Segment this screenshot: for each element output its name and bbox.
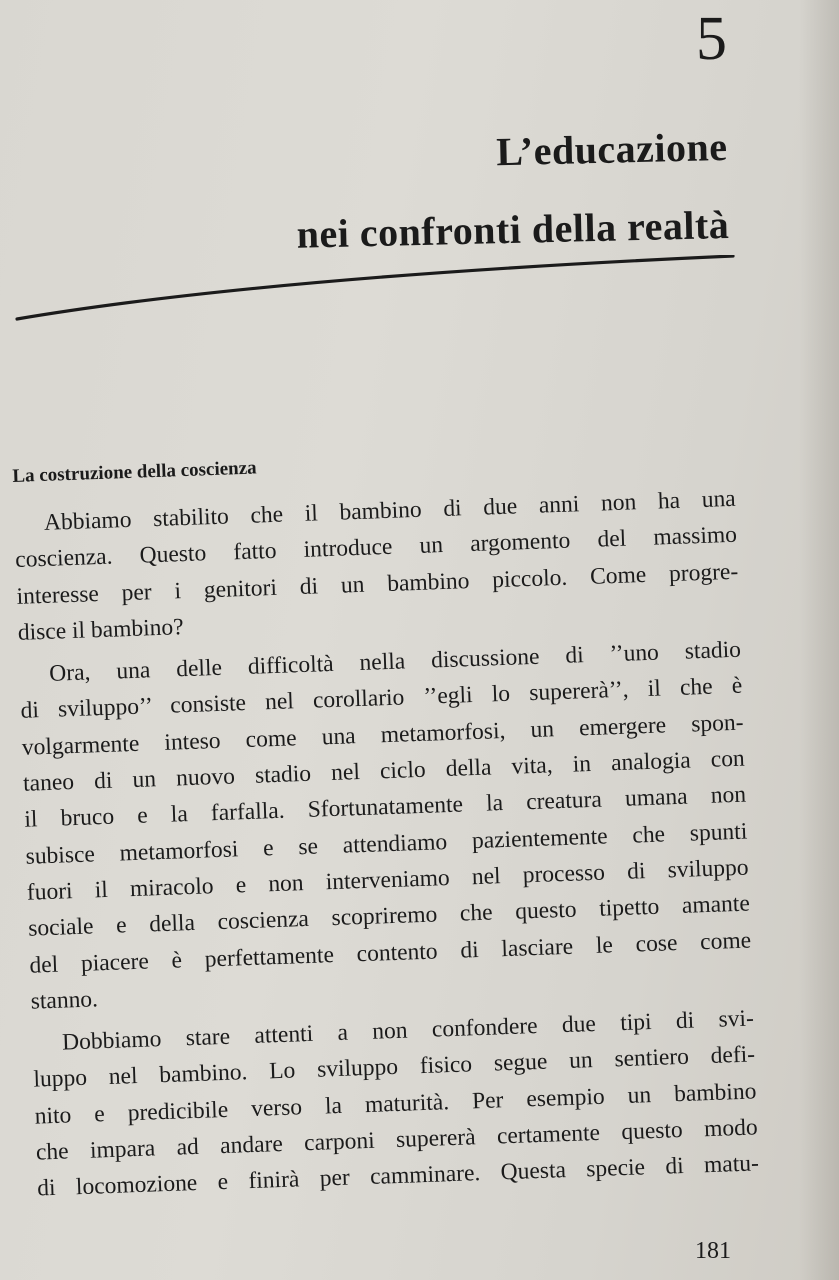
text-line: interesse per i genitori di un bambino piccolo. Come progre- — [16, 558, 739, 610]
paragraph-3 — [32, 1001, 760, 1208]
chapter-number: 5 — [696, 5, 727, 73]
chapter-title-line-1: L’educazione — [496, 123, 729, 175]
page-number: 181 — [695, 1238, 731, 1264]
text-line: di locomozione e finirà per camminare. Questa specie di matu- — [36, 1150, 760, 1202]
text-line: volgarmente inteso come una metamorfosi, un emergere spon- — [21, 709, 744, 761]
text-line: stanno. — [30, 986, 99, 1015]
paragraph-2 — [19, 632, 753, 1020]
text-line: coscienza. Questo fatto introduce un argomento del massimo — [14, 522, 738, 574]
text-line: Abbiamo stabilito che il bambino di due anni non ha una — [43, 485, 737, 536]
text-line: nito e predicibile verso la maturità. Per esempio un bambino — [34, 1078, 757, 1130]
chapter-title — [295, 108, 731, 274]
text-line: del piacere è perfettamente contento di lasciare le cose come — [29, 927, 752, 979]
text-line: luppo nel bambino. Lo sviluppo fisico segue un sentiero defi- — [33, 1041, 756, 1094]
text-line: taneo di un nuovo stadio nel ciclo della vita, in analogia con — [22, 745, 746, 797]
text-line: disce il bambino? — [17, 614, 184, 646]
section-heading: La costruzione della coscienza — [12, 457, 257, 487]
text-line: sociale e della coscienza scopriremo che questo tipetto amante — [27, 890, 751, 942]
text-line: subisce metamorfosi e se attendiamo pazientemente che spunti — [25, 818, 748, 870]
title-underline-rule — [15, 255, 735, 325]
page-edge-shadow — [799, 0, 839, 1280]
text-line: che impara ad andare carponi supererà certamente questo modo — [35, 1114, 759, 1166]
text-line: Dobbiamo stare attenti a non confondere due tipi di svi- — [61, 1005, 755, 1056]
text-line: fuori il miracolo e non interveniamo nel processo di sviluppo — [26, 854, 749, 906]
text-line: di sviluppo’’ consiste nel corollario ’’egli lo supererà’’, il che è — [20, 673, 743, 725]
paragraph-1 — [13, 481, 740, 651]
text-line: il bruco e la farfalla. Sfortunatamente la creatura umana non — [23, 781, 747, 834]
body-text — [12, 440, 760, 1213]
text-line: Ora, una delle difficoltà nella discussione di ’’uno stadio — [48, 636, 742, 688]
chapter-title-line-2: nei confronti della realtà — [296, 201, 731, 257]
